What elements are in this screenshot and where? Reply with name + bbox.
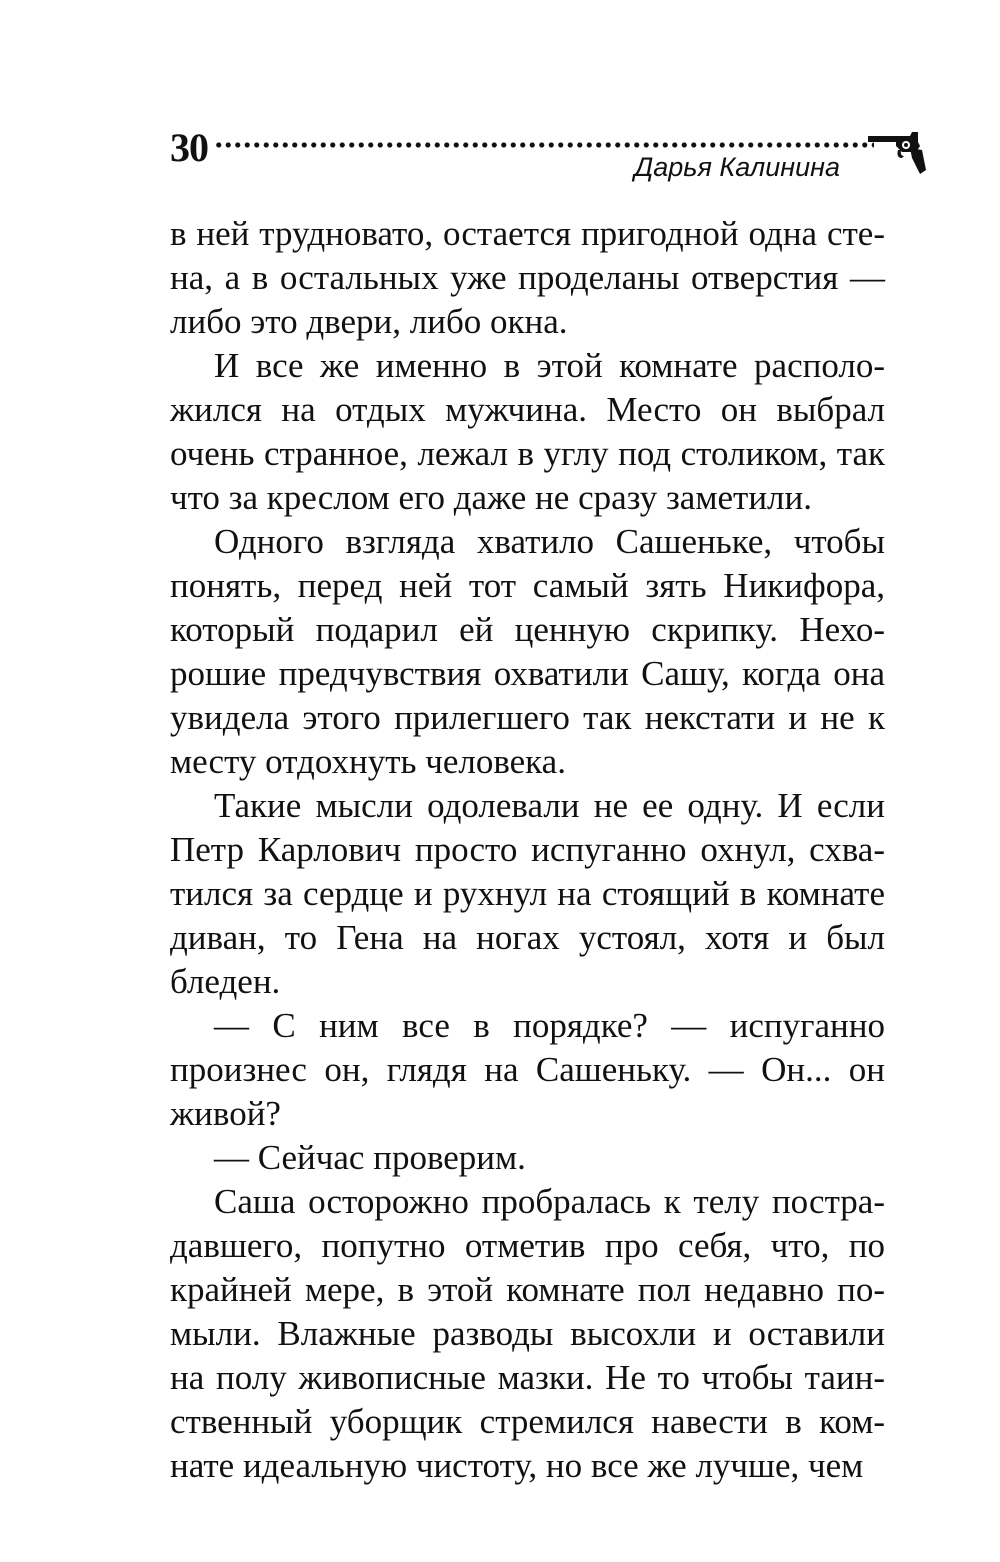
pistol-icon: [866, 128, 926, 176]
paragraph: в ней трудновато, остается пригодной одна стена, а в остальных уже проделаны отверстия — либо это двери, либо окна.: [170, 214, 885, 341]
paragraph: И все же именно в этой комнате расположился на отдых мужчина. Место он выбрал очень странное, лежал в углу под столиком, так что за креслом его даже не сразу заметили.: [170, 346, 885, 517]
running-header: [170, 118, 930, 198]
paragraph: — С ним все в порядке? — испуганно произнес он, глядя на Сашеньку. — Он... он живой?: [170, 1006, 885, 1133]
page-number: 30: [170, 125, 208, 170]
body-text: [170, 212, 885, 1488]
author-name: Дарья Калинина: [634, 152, 840, 182]
paragraph: Такие мысли одолевали не ее одну. И если Петр Карлович просто испуганно охнул, схватился за сердце и рухнул на стоящий в комнате диван, то Гена на ногах устоял, хотя и был бледен.: [170, 786, 885, 1001]
dotted-leader: [214, 140, 874, 150]
paragraph: Саша осторожно пробралась к телу пострадавшего, попутно отметив про себя, что, по крайней мере, в этой комнате пол недавно помыли. Влажные разводы высохли и оставили на полу живописные мазки. Не то чтобы таинственный уборщик стремился навести в комнате идеальную чистоту, но все же лучше, чем: [170, 1182, 885, 1485]
paragraph: Одного взгляда хватило Сашеньке, чтобы понять, перед ней тот самый зять Никифора, который подарил ей ценную скрипку. Нехорошие предчувствия охватили Сашу, когда она увидела этого прилегшего так некстати и не к месту отдохнуть человека.: [170, 522, 885, 781]
paragraph: — Сейчас проверим.: [214, 1138, 526, 1177]
